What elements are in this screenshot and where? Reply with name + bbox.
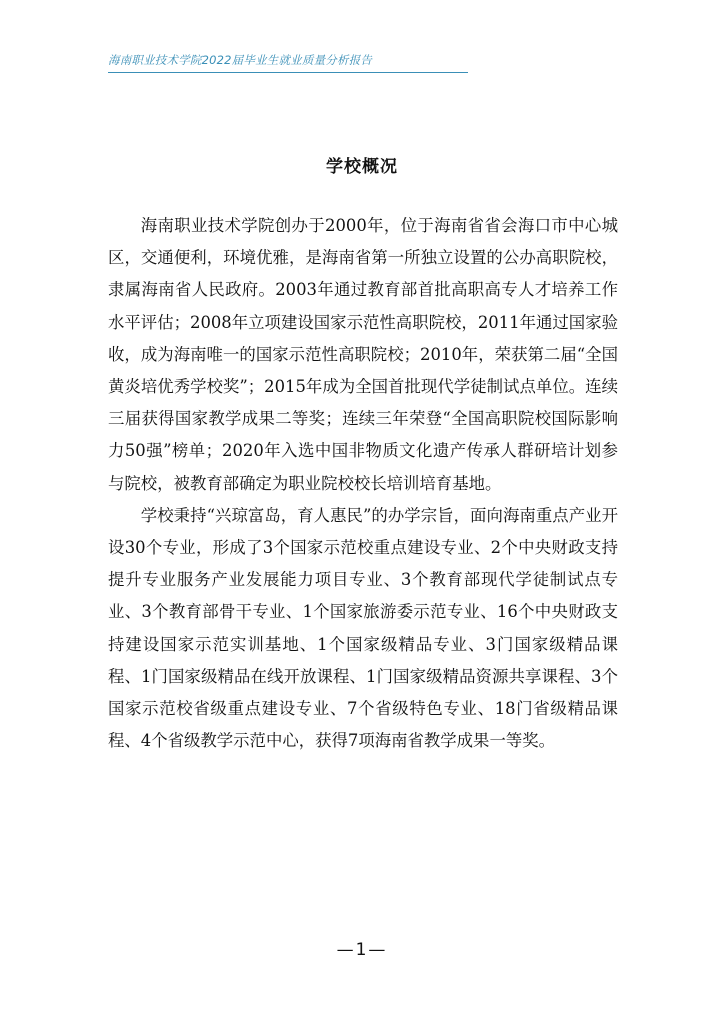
section-title: 学校概况 [326,157,398,177]
page-number: —1— [336,940,388,960]
running-header: 海南职业技术学院2022届毕业生就业质量分析报告 [108,53,373,67]
header-divider [108,72,468,73]
paragraph-school-history: 海南职业技术学院创办于2000年，位于海南省省会海口市中心城区，交通便利，环境优雅，是海南省第一所独立设置的公办高职院校，隶属海南省人民政府。2003年通过教育部首批高职高专人才培养工作水平评估；2008年立项建设国家示范性高职院校，2011年通过国家验收，成为海南唯一的国家示范性高职院校；2010年，荣获第二届“全国黄炎培优秀学校奖”；2015年成为全国首批现代学徒制试点单位。连续三届获得国家教学成果二等奖；连续三年荣登“全国高职院校国际影响力50强”榜单；2020年入选中国非物质文化遗产传承人群研培计划参与院校，被教育部确定为职业院校校长培训培育基地。 [108,216,618,493]
body-text [108,210,618,757]
paragraph-school-programs: 学校秉持“兴琼富岛，育人惠民”的办学宗旨，面向海南重点产业开设30个专业，形成了3个国家示范校重点建设专业、2个中央财政支持提升专业服务产业发展能力项目专业、3个教育部现代学徒制试点专业、3个教育部骨干专业、1个国家旅游委示范专业、16个中央财政支持建设国家示范实训基地、1个国家级精品专业、3门国家级精品课程、1门国家级精品在线开放课程、1门国家级精品资源共享课程、3个国家示范校省级重点建设专业、7个省级特色专业、18门省级精品课程、4个省级教学示范中心，获得7项海南省教学成果一等奖。 [108,505,618,751]
